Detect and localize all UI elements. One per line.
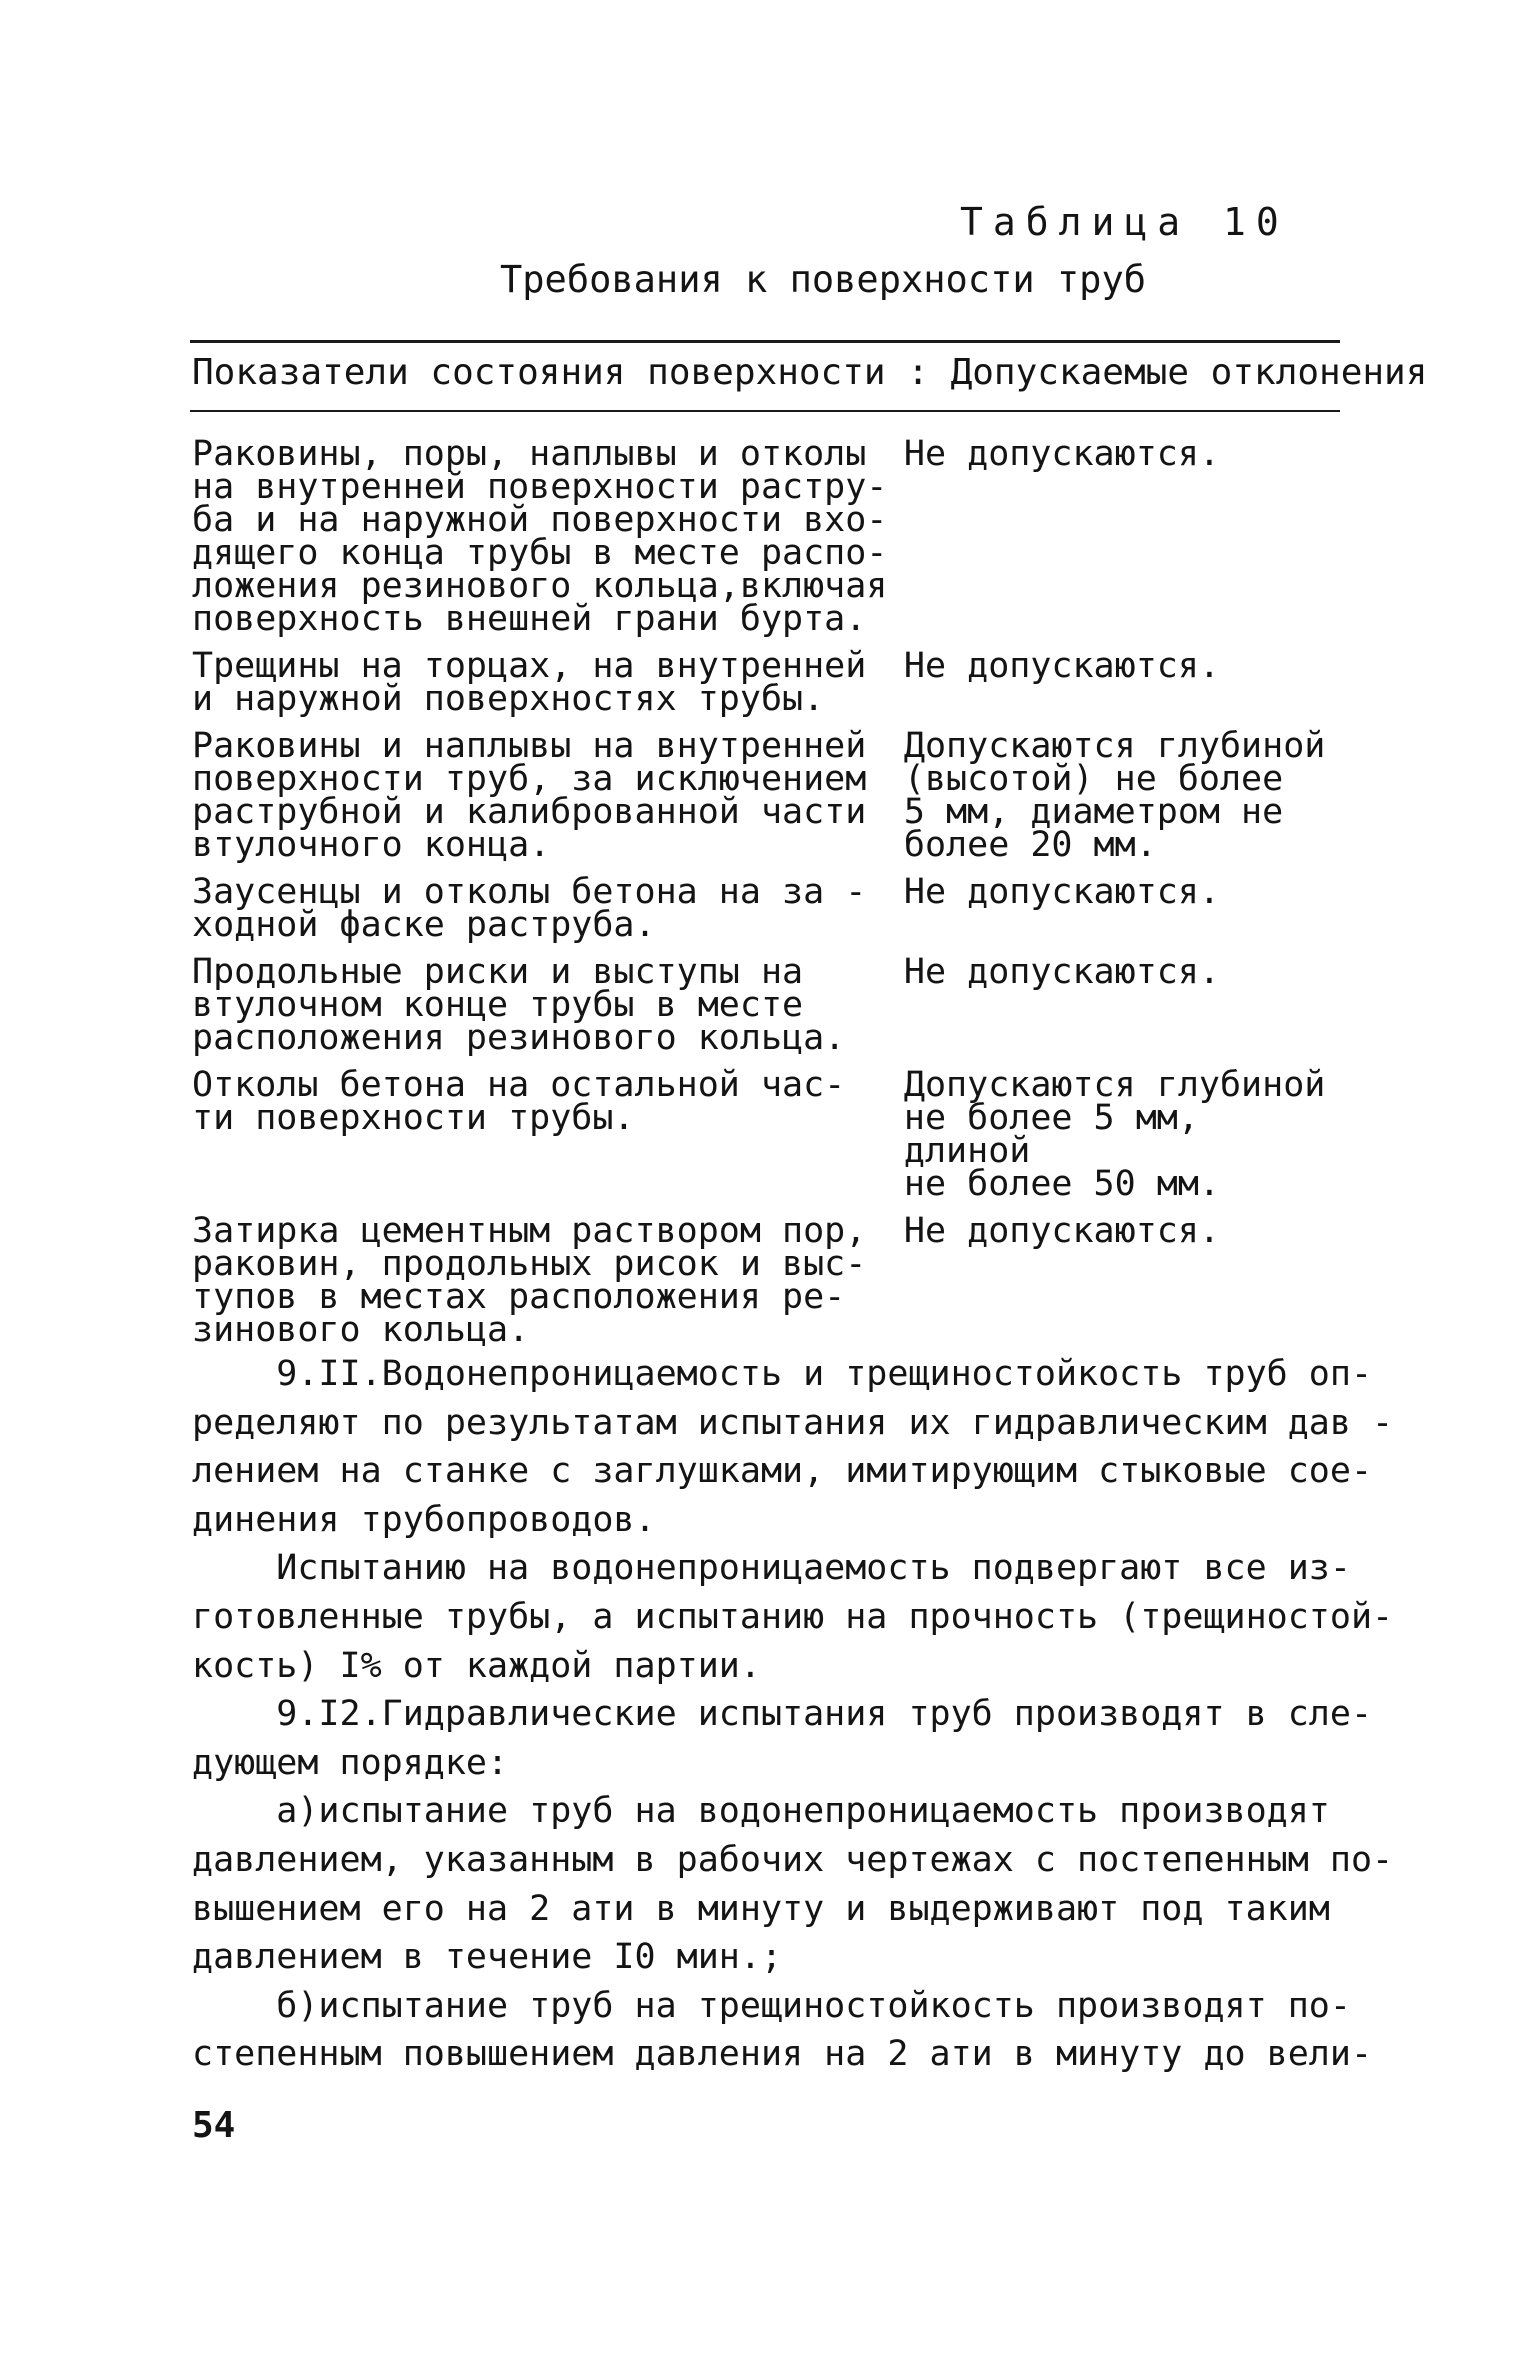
table-row — [192, 646, 1342, 719]
table-caption: Таблица 10 — [960, 200, 1289, 244]
table-top-rule — [190, 340, 1340, 343]
text-line: б)испытание труб на трещиностойкость производят по- — [192, 1985, 1351, 2026]
row-indicator: Отколы бетона на остальной час- ти поверхности трубы. — [192, 1065, 846, 1138]
table-row — [192, 434, 1342, 639]
text-line: вышением его на 2 ати в минуту и выдерживают под таким — [192, 1888, 1330, 1929]
text-line: лением на станке с заглушками, имитирующим стыковые сое- — [192, 1451, 1373, 1492]
row-indicator: Заусенцы и отколы бетона на за - ходной фаске раструба. — [192, 872, 867, 945]
text-line: Испытанию на водонепроницаемость подвергают все из- — [192, 1548, 1351, 1589]
table-row — [192, 1211, 1342, 1350]
text-line: дующем порядке: — [192, 1742, 509, 1783]
table-row — [192, 1065, 1342, 1204]
page-number: 54 — [192, 2105, 236, 2146]
text-line: давлением, указанным в рабочих чертежах с постепенным по- — [192, 1839, 1394, 1880]
row-indicator: Трещины на торцах, на внутренней и наружной поверхностях трубы. — [192, 646, 867, 719]
row-tolerance: Не допускаются. — [903, 1211, 1220, 1251]
text-line: а)испытание труб на водонепроницаемость производят — [192, 1791, 1330, 1832]
text-line: 9.II.Водонепроницаемость и трещиностойкость труб оп- — [192, 1354, 1373, 1394]
text-line: 9.I2.Гидравлические испытания труб производят в сле- — [192, 1694, 1373, 1735]
table-body — [192, 434, 1342, 1361]
row-indicator: Раковины, поры, наплывы и отколы на внутренней поверхности растру- ба и на наружной поверхности вхо- дящего конца трубы в месте распо- ложения резинового кольца,включая поверхность внешней грани бурта. — [192, 434, 888, 639]
table-row — [192, 952, 1342, 1058]
table-row — [192, 726, 1342, 865]
body-text — [192, 1350, 1394, 2079]
text-line: давлением в течение I0 мин.; — [192, 1937, 783, 1978]
row-indicator: Затирка цементным раствором пор, раковин, продольных рисок и выс- тупов в местах расположения ре- зинового кольца. — [192, 1211, 867, 1350]
table-row — [192, 872, 1342, 945]
table-title: Требования к поверхности труб — [500, 258, 1147, 301]
row-tolerance: Не допускаются. — [903, 646, 1220, 686]
row-tolerance: Не допускаются. — [903, 434, 1220, 474]
text-line: динения трубопроводов. — [192, 1499, 656, 1540]
table-header: Показатели состояния поверхности : Допускаемые отклонения — [192, 352, 1428, 393]
row-tolerance: Допускаются глубиной не более 5 мм, длиной не более 50 мм. — [903, 1065, 1326, 1204]
table-header-rule — [190, 410, 1340, 412]
text-line: степенным повышением давления на 2 ати в минуту до вели- — [192, 2034, 1373, 2075]
text-line: кость) I% от каждой партии. — [192, 1645, 761, 1686]
row-indicator: Продольные риски и выступы на втулочном конце трубы в месте расположения резинового кольца. — [192, 952, 846, 1058]
row-indicator: Раковины и наплывы на внутренней поверхности труб, за исключением раструбной и калиброванной части втулочного конца. — [192, 726, 867, 865]
text-line: ределяют по результатам испытания их гидравлическим дав - — [192, 1402, 1394, 1443]
row-tolerance: Допускаются глубиной (высотой) не более 5 мм, диаметром не более 20 мм. — [903, 726, 1326, 865]
row-tolerance: Не допускаются. — [903, 952, 1220, 992]
row-tolerance: Не допускаются. — [903, 872, 1220, 912]
text-line: готовленные трубы, а испытанию на прочность (трещиностой- — [192, 1596, 1394, 1637]
